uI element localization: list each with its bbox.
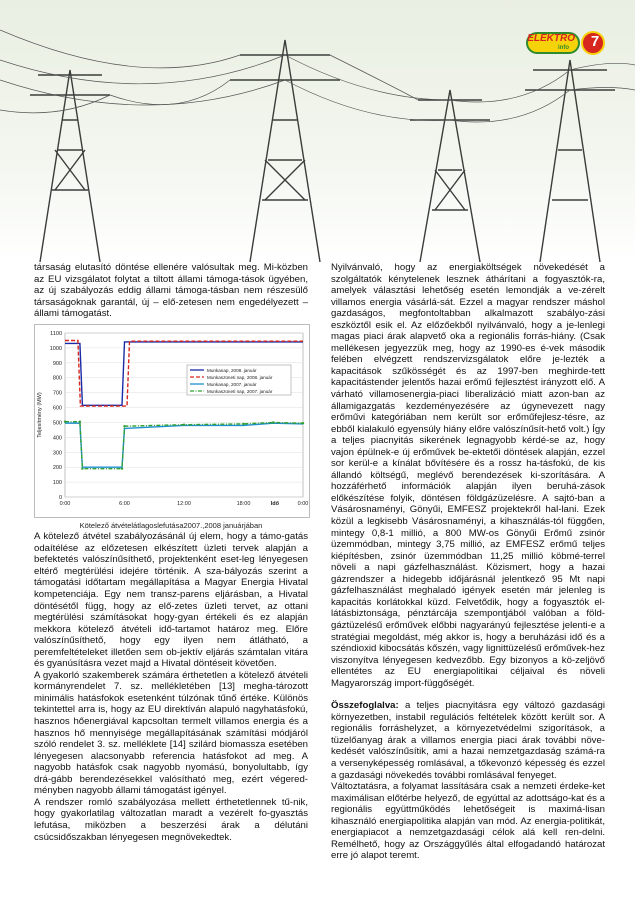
x-tick-label: 0:00 xyxy=(59,500,71,507)
x-axis-label: Idő xyxy=(270,500,279,507)
data-point xyxy=(183,423,185,425)
data-point xyxy=(79,420,81,422)
y-tick-label: 700 xyxy=(52,390,62,397)
paragraph: A rendszer romló szabályozása mellett érthetetlennek tű-nik, hogy gyakorlatilag változatlan maradt a vezérelt fo-gyasztás lefutása, miközben a beszerzési árak a délutáni csúcsidőszakban lényegesen megnövekedtek. xyxy=(34,796,308,843)
y-tick-label: 400 xyxy=(52,435,62,442)
legend-entry: Munkanap, 2008. január xyxy=(207,367,257,373)
right-column xyxy=(331,262,605,862)
y-tick-label: 0 xyxy=(58,494,62,501)
chart-caption: Kötelező átvételátlagoslefutása2007.,2008 januárjában xyxy=(79,520,263,530)
data-point xyxy=(121,467,123,469)
chart-svg xyxy=(35,325,309,517)
plot-area xyxy=(65,333,303,497)
paragraph: társaság elutasító döntése ellenére valósultak meg. Mi-közben az EU vizsgálatot folytat a tiltott állami támoga-tások ügyében, az új szabályozás eddig állami támoga-tásban nem részesülő társaságoknak garantál, új – elő-zetesen nem engedélyezett – állami támogatást. xyxy=(34,262,308,320)
x-tick-label: 12:00 xyxy=(177,500,191,507)
left-column xyxy=(34,262,308,843)
data-point xyxy=(123,425,125,427)
y-tick-label: 1000 xyxy=(49,345,62,352)
summary-text: a teljes piacnyitásra egy változó gazdasági környezetben, instabil regulációs feltételek között került sor. A regionális forráshelyzet, a környezetvédelmi szigorítások, a tüzelőanyag árak a villamos energia piaci árak további növe-kedését valószínűsítik, ami a hazai nemzetgazdaság számá-ra a versenyképesség romlásával, a tőkevonzó képesség és ezzel a gazdasági növekedés további romlásával fenyeget. xyxy=(331,700,605,781)
paragraph: A kötelező átvétel szabályozásánál új elem, hogy a támo-gatás odaítélése az előzetesen elkészített üzleti tervek alapján a befektetés valószínűsíthető, projektenként eset-leg lényegesen eltérő megtérülési idejére történik. A sza-bályozás szerint a támogatási időtartam megállapítása a Magyar Energia Hivatal kompetenciája. Egy nem transz-parens eljárásban, a Hivatal döntésétől függ, hogy az elő-zetes üzleti tervet, az ottani megtérülési számításokat hogy-gyan értékeli és ez alapján mekkora kötelező átvételi idő-tartamot határoz meg. Előre valószínűsíthető, hogy egy ilyen nem átlátható, a peremfeltételeket illetően sem ob-jektív eljárás számtalan vitára és gyanúsításra vezet majd a Hivatal döntéseit követően. xyxy=(34,531,308,670)
hero-image-power-lines xyxy=(0,0,635,262)
paragraph: A gyakorló szakemberek számára érthetetlen a kötelező átvételi kormányrendelet 7. sz. mellékletében [13] megha-tározott minimális hatásfokok esetenként túlzónak tűnő értéke. Különös tekintettel arra is, hogy az EU direktíván alapuló nagyhatásfokú, hasznos hőenergiával kapcsoltan termelt villamos energia és a hasznos hő mennyisége megállapításának számítási módjáról szóló rendelet 3. sz. melléklete [14] szilárd biomassza esetében lényegesen alacsonyabb referencia hatásfokot ad meg. A nagyobb hatásfok csak nagyobb nyomású, bonyolultabb, így drá-gább berendezésekkel valósítható meg, ezért végered-ményben nagyobb állami támogatást igényel. xyxy=(34,669,308,797)
y-tick-label: 500 xyxy=(52,420,62,427)
legend-entry: Munkaszüneti nap, 2008. január xyxy=(207,374,273,380)
y-axis-label: Teljesítmény (MW) xyxy=(37,391,43,438)
x-tick-label: 18:00 xyxy=(236,500,251,507)
y-tick-label: 600 xyxy=(52,405,62,412)
paragraph: Változtatásra, a folyamat lassítására csak a nemzeti érdeke-ket maximálisan előtérbe helyező, de egyúttal az adottságo-kat és a regionális együttműködés lehetőségeit is maximá-lisan kihasználó energiapolitika alapján van mód. Az energia-politikát, energiapiacot a nemzetgazdasági célok alá kell ren-delni. Remélhető, hogy az Országgyűlés által elfogadandó határozat erre jó alapot teremt. xyxy=(331,781,605,862)
summary-label: Összefoglalva: xyxy=(331,700,399,712)
y-tick-label: 200 xyxy=(52,464,62,471)
y-tick-label: 300 xyxy=(52,450,62,457)
y-tick-label: 800 xyxy=(52,375,62,382)
page-number: 7 xyxy=(590,33,600,50)
x-tick-label: 6:00 xyxy=(119,500,130,507)
y-tick-label: 900 xyxy=(52,360,62,367)
data-point xyxy=(81,467,83,469)
data-point xyxy=(272,421,274,423)
paragraph: Nyilvánvaló, hogy az energiaköltségek növekedését a szolgáltatók kénytelenek lesznek áthárítani a fogyasztók-ra, amelyek választási lehetőség esetén lemondják a ve-zérelt villamos energia vásárlá-sát. Ezzel a magyar rendszer máshol gazdaságos, megfontoltabban alkalmazott szabályo-zási eszköztől esik el. Az előzőekből nyilvánvaló, hogy a je-lenlegi magas piaci árak alapvető oka a regionális forrás-hiány. (Csak mellékesen jegyezzük meg, hogy az 1990-es é-vek második felében elvégzett rendszervizsgálatok előre je-lezték a kapacitások szűkösségét és az 1997-ben meghirde-tett kapacitástender jelentős hazai erőmű fejlesztést irányzott elő. A várható villamosenergia-piaci liberalizáció miatt azon-ban az államigazgatás kezdeményezésére az úgynevezett nagy erőművi kategóriában nem került sor erőműfejlesz-tésre, az ebből kialakuló egyensúly hiány előre valószínűsít-hető volt.) Így a teljes piacnyitás sikerének legnagyobb kérdé-se az, hogy vajon épülnek-e új erőművek be-ektetői döntések alapján, ezzel sor kerül-e a kínálat bővítésére és a rossz ha-tásfokú, de kis állandó költségű, meglévő berendezések ki-szorítására. A hozzáférhető információk alapján ilyen beruhá-zások előkészítése folyik, döntésen földgázüzelésre. A sajtó-ban a Vásárosnaményi, Gönyűi, EMFESZ projektekről hal-lani. Ezek közül a legkisebb Vásárosnaményi, a kihasználás-tól függően, mintegy 0,8-1 millió, a 800 MW-os Gönyűi Erőmű zsinór üzemmódban, mintegy 3,75 millió, az EMFESZ erőmű teljes kiépítésben, zsinór üzemmódban 11,25 millió köbmé-terrel növeli a napi gázfelhasználást. Közismert, hogy a hazai gázrendszer a hidegebb időjárásnál jelentkező 95 Mt napi gázfelhasználást meghaladó igények esetén már jelenleg is kapacitás korlátokkal küzd. Felvetődik, hogy a fogyasztók el-látásbiztonsága, pénztárcája szempontjából valóban a föld-gáztüzelésű erőművek előbbi nagyarányú fejlesztése jelenti-e a stratégiai megoldást, még akkor is, hogy a beruházási idő és a széndioxid kibocsátás kőszén, vagy lignittüzelésű erőművek-hez viszonyítva lényegesen kedvezőbb. Egy bizonyos a kö-zeljövő ellentétes az EU energiapolitikai céljaival és növeli Magyarország import-függőségét. xyxy=(331,262,605,689)
summary-paragraph xyxy=(331,700,605,781)
logo-text: ELEKTRO xyxy=(527,33,575,44)
y-tick-label: 1100 xyxy=(50,330,62,337)
data-point xyxy=(302,422,304,424)
legend-entry: Munkaszüneti nap, 2007. január xyxy=(207,388,273,394)
chart xyxy=(34,324,310,518)
x-tick-label: 0:00 xyxy=(297,500,309,507)
data-point xyxy=(242,422,244,424)
data-point xyxy=(64,420,66,422)
y-tick-label: 100 xyxy=(52,479,62,486)
logo-subtext: info xyxy=(558,45,569,51)
legend-entry: Munkanap, 2007. január xyxy=(207,381,257,387)
